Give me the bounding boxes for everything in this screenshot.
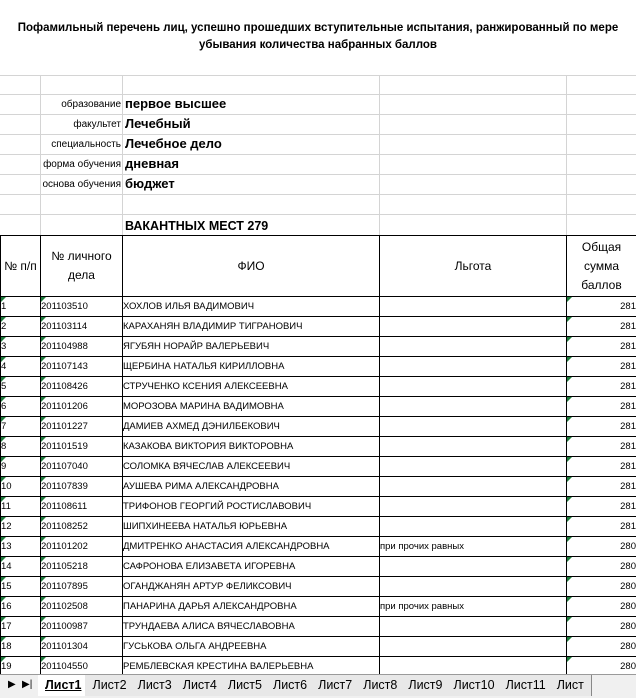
full-name-cell[interactable] [123,297,380,317]
case-number-cell-text: 201101227 [41,421,88,432]
cell-indicator [567,637,572,642]
privilege-cell[interactable] [380,457,567,477]
sheet-tab[interactable]: Лист1 [38,675,89,696]
full-name-cell-text: ТРИФОНОВ ГЕОРГИЙ РОСТИСЛАВОВИЧ [123,501,311,512]
privilege-cell[interactable] [380,557,567,577]
case-number-cell[interactable] [41,377,123,397]
privilege-cell[interactable] [380,477,567,497]
score-cell-text: 280 [620,641,636,652]
row-number-cell[interactable] [1,637,41,657]
cell-indicator [1,377,6,382]
cell-indicator [41,577,46,582]
full-name-cell-text: ДАМИЕВ АХМЕД ДЭНИЛБЕКОВИЧ [123,421,280,432]
row-number-cell[interactable] [1,617,41,637]
cell-indicator [567,617,572,622]
sheet-tab[interactable]: Лист2 [85,675,134,696]
row-number-cell-text: 10 [1,481,12,492]
cell-indicator [41,597,46,602]
info-value: Лечебное дело [125,136,222,151]
score-cell[interactable] [567,397,636,417]
score-cell[interactable] [567,637,636,657]
privilege-cell[interactable] [380,357,567,377]
cell-indicator [41,457,46,462]
cell-indicator [1,537,6,542]
full-name-cell-text: СОЛОМКА ВЯЧЕСЛАВ АЛЕКСЕЕВИЧ [123,461,290,472]
case-number-cell[interactable] [41,637,123,657]
row-number-cell[interactable] [1,297,41,317]
row-number-cell-text: 3 [1,341,6,352]
case-number-cell-text: 201101304 [41,641,88,652]
sheet-tab[interactable]: Лист11 [499,675,554,696]
case-number-cell-text: 201107040 [41,461,88,472]
info-row [0,175,636,195]
full-name-cell-text: САФРОНОВА ЕЛИЗАВЕТА ИГОРЕВНА [123,561,295,572]
case-number-cell-text: 201107143 [41,361,88,372]
info-row [0,95,636,115]
row-number-cell[interactable] [1,597,41,617]
row-number-cell[interactable] [1,317,41,337]
privilege-cell[interactable] [380,317,567,337]
score-cell[interactable] [567,557,636,577]
score-cell-text: 281 [620,401,636,412]
cell-indicator [567,317,572,322]
case-number-cell-text: 201101206 [41,401,88,412]
privilege-cell[interactable] [380,497,567,517]
score-cell-text: 280 [620,601,636,612]
privilege-cell[interactable] [380,397,567,417]
row-number-cell-text: 5 [1,381,6,392]
score-cell-text: 281 [620,481,636,492]
cell-indicator [567,497,572,502]
table-row [1,337,636,357]
privilege-cell[interactable] [380,537,567,557]
full-name-cell[interactable] [123,577,380,597]
empty-row [0,195,636,215]
table-row [1,477,636,497]
cell-indicator [41,377,46,382]
cell-indicator [567,377,572,382]
case-number-cell[interactable] [41,577,123,597]
score-cell-text: 281 [620,381,636,392]
score-cell-text: 281 [620,461,636,472]
case-number-cell-text: 201101519 [41,441,88,452]
full-name-cell[interactable] [123,457,380,477]
privilege-cell[interactable] [380,657,567,675]
cell-indicator [1,577,6,582]
case-number-cell[interactable] [41,457,123,477]
score-cell-text: 281 [620,321,636,332]
full-name-cell[interactable] [123,437,380,457]
privilege-cell[interactable] [380,637,567,657]
cell-indicator [1,657,6,662]
score-cell[interactable] [567,577,636,597]
case-number-cell[interactable] [41,517,123,537]
case-number-cell[interactable] [41,557,123,577]
row-number-cell[interactable] [1,457,41,477]
header-privilege: Льгота [380,236,567,297]
cell-indicator [567,297,572,302]
privilege-cell-text: при прочих равных [380,601,464,612]
cell-indicator [567,417,572,422]
sheet-tab[interactable]: Лист3 [131,675,180,696]
info-row [0,115,636,135]
score-cell[interactable] [567,437,636,457]
case-number-cell[interactable] [41,297,123,317]
score-cell[interactable] [567,377,636,397]
score-cell-text: 281 [620,341,636,352]
score-cell-text: 281 [620,301,636,312]
full-name-cell-text: ЯГУБЯН НОРАЙР ВАЛЕРЬЕВИЧ [123,341,269,352]
cell-indicator [567,457,572,462]
full-name-cell[interactable] [123,317,380,337]
sheet-tab[interactable]: Лист [550,675,592,696]
cell-indicator [41,337,46,342]
full-name-cell-text: ГУСЬКОВА ОЛЬГА АНДРЕЕВНА [123,641,267,652]
case-number-cell-text: 201108426 [41,381,88,392]
score-cell[interactable] [567,657,636,675]
sheet-tab[interactable]: Лист8 [356,675,405,696]
table-row [1,377,636,397]
full-name-cell[interactable] [123,357,380,377]
empty-row [0,75,636,95]
score-cell-text: 280 [620,621,636,632]
info-label: форма обучения [0,159,121,170]
case-number-cell[interactable] [41,617,123,637]
row-number-cell[interactable] [1,397,41,417]
cell-indicator [1,397,6,402]
privilege-cell-text: при прочих равных [380,541,464,552]
info-label: факультет [0,119,121,130]
row-number-cell[interactable] [1,477,41,497]
row-number-cell-text: 18 [1,641,12,652]
row-number-cell[interactable] [1,537,41,557]
privilege-cell[interactable] [380,597,567,617]
info-row [0,135,636,155]
cell-indicator [41,537,46,542]
row-number-cell[interactable] [1,377,41,397]
sheet-title [0,0,636,76]
table-row [1,497,636,517]
full-name-cell-text: АУШЕВА РИМА АЛЕКСАНДРОВНА [123,481,279,492]
grid-line [40,75,41,235]
info-label: специальность [0,139,121,150]
privilege-cell[interactable] [380,377,567,397]
row-number-cell-text: 8 [1,441,6,452]
case-number-cell-text: 201103510 [41,301,88,312]
full-name-cell-text: СТРУЧЕНКО КСЕНИЯ АЛЕКСЕЕВНА [123,381,288,392]
case-number-cell[interactable] [41,597,123,617]
score-cell-text: 281 [620,521,636,532]
full-name-cell[interactable] [123,477,380,497]
case-number-cell[interactable] [41,537,123,557]
cell-indicator [1,417,6,422]
cell-indicator [1,597,6,602]
full-name-cell-text: ХОХЛОВ ИЛЬЯ ВАДИМОВИЧ [123,301,254,312]
table-row [1,617,636,637]
sheet-tab[interactable]: Лист7 [311,675,360,696]
grid-line [379,75,380,235]
row-number-cell[interactable] [1,437,41,457]
cell-indicator [41,297,46,302]
full-name-cell-text: ШИПХИНЕЕВА НАТАЛЬЯ ЮРЬЕВНА [123,521,287,532]
table-row [1,417,636,437]
case-number-cell-text: 201104550 [41,661,88,672]
cell-indicator [567,337,572,342]
score-cell-text: 280 [620,541,636,552]
row-number-cell-text: 7 [1,421,6,432]
scroll-first-tab-button[interactable]: ▶ [8,679,16,690]
sheet-tabs [38,675,588,698]
row-number-cell[interactable] [1,357,41,377]
full-name-cell-text: ТРУНДАЕВА АЛИСА ВЯЧЕСЛАВОВНА [123,621,295,632]
cell-indicator [1,457,6,462]
row-number-cell-text: 9 [1,461,6,472]
full-name-cell-text: КАЗАКОВА ВИКТОРИЯ ВИКТОРОВНА [123,441,293,452]
cell-indicator [567,357,572,362]
score-cell-text: 281 [620,421,636,432]
row-number-cell-text: 13 [1,541,12,552]
cell-indicator [41,477,46,482]
cell-indicator [567,657,572,662]
row-number-cell-text: 17 [1,621,12,632]
sheet-tab[interactable]: Лист10 [446,675,502,696]
table-row [1,597,636,617]
row-number-cell-text: 15 [1,581,12,592]
score-cell[interactable] [567,337,636,357]
row-number-cell[interactable] [1,517,41,537]
table-row [1,537,636,557]
full-name-cell-text: РЕМБЛЕВСКАЯ КРЕСТИНА ВАЛЕРЬЕВНА [123,661,313,672]
info-value: бюджет [125,176,175,191]
table-header-row [1,236,636,297]
cell-indicator [1,557,6,562]
table-row [1,297,636,317]
table-row [1,437,636,457]
case-number-cell[interactable] [41,437,123,457]
header-score: Общая сумма баллов [567,236,636,297]
case-number-cell[interactable] [41,357,123,377]
sheet-tab[interactable]: Лист5 [221,675,270,696]
cell-indicator [567,557,572,562]
cell-indicator [1,477,6,482]
header-id: № личного дела [41,236,123,297]
info-value: Лечебный [125,116,191,131]
score-cell[interactable] [567,417,636,437]
grid-line [122,75,123,235]
table-row [1,397,636,417]
row-number-cell-text: 4 [1,361,6,372]
cell-indicator [567,397,572,402]
score-cell-text: 280 [620,661,636,672]
score-cell[interactable] [567,517,636,537]
row-number-cell[interactable] [1,577,41,597]
score-cell[interactable] [567,317,636,337]
table-row [1,557,636,577]
row-number-cell-text: 12 [1,521,12,532]
cell-indicator [567,477,572,482]
privilege-cell[interactable] [380,297,567,317]
full-name-cell[interactable] [123,617,380,637]
table-row [1,317,636,337]
case-number-cell[interactable] [41,477,123,497]
case-number-cell-text: 201108252 [41,521,88,532]
case-number-cell[interactable] [41,337,123,357]
cell-indicator [1,297,6,302]
cell-indicator [41,517,46,522]
case-number-cell-text: 201101202 [41,541,88,552]
full-name-cell[interactable] [123,397,380,417]
table-row [1,357,636,377]
score-cell[interactable] [567,597,636,617]
full-name-cell[interactable] [123,517,380,537]
row-number-cell[interactable] [1,557,41,577]
row-number-cell[interactable] [1,337,41,357]
cell-indicator [1,517,6,522]
row-number-cell[interactable] [1,497,41,517]
score-cell[interactable] [567,497,636,517]
cell-indicator [1,637,6,642]
full-name-cell-text: ДМИТРЕНКО АНАСТАСИЯ АЛЕКСАНДРОВНА [123,541,330,552]
cell-indicator [41,557,46,562]
case-number-cell[interactable] [41,397,123,417]
score-cell-text: 280 [620,581,636,592]
full-name-cell-text: МОРОЗОВА МАРИНА ВАДИМОВНА [123,401,284,412]
sheet-tab[interactable]: Лист6 [266,675,315,696]
row-number-cell-text: 6 [1,401,6,412]
privilege-cell[interactable] [380,517,567,537]
info-row [0,155,636,175]
cell-indicator [1,617,6,622]
info-value: дневная [125,156,179,171]
score-cell-text: 281 [620,361,636,372]
scroll-last-tab-button[interactable]: ▶| [22,679,32,690]
score-cell[interactable] [567,617,636,637]
cell-indicator [41,357,46,362]
row-number-cell-text: 1 [1,301,6,312]
cell-indicator [41,497,46,502]
cell-indicator [1,357,6,362]
full-name-cell[interactable] [123,497,380,517]
full-name-cell[interactable] [123,537,380,557]
privilege-cell[interactable] [380,577,567,597]
cell-indicator [41,397,46,402]
header-fio: ФИО [123,236,380,297]
sheet-tab[interactable]: Лист4 [176,675,225,696]
info-value: первое высшее [125,96,226,111]
row-number-cell[interactable] [1,417,41,437]
table-row [1,457,636,477]
case-number-cell[interactable] [41,417,123,437]
full-name-cell-text: КАРАХАНЯН ВЛАДИМИР ТИГРАНОВИЧ [123,321,302,332]
privilege-cell[interactable] [380,337,567,357]
case-number-cell-text: 201102508 [41,601,88,612]
table-row [1,517,636,537]
full-name-cell[interactable] [123,657,380,675]
grid-line [566,75,567,235]
case-number-cell-text: 201100987 [41,621,88,632]
header-num: № п/п [1,236,41,297]
privilege-cell[interactable] [380,617,567,637]
full-name-cell[interactable] [123,557,380,577]
case-number-cell-text: 201103114 [41,321,87,332]
full-name-cell[interactable] [123,377,380,397]
cell-indicator [567,517,572,522]
cell-indicator [567,597,572,602]
cell-indicator [567,437,572,442]
row-number-cell-text: 11 [1,501,11,512]
full-name-cell[interactable] [123,637,380,657]
row-number-cell-text: 14 [1,561,12,572]
row-number-cell-text: 16 [1,601,12,612]
full-name-cell-text: ЩЕРБИНА НАТАЛЬЯ КИРИЛЛОВНА [123,361,284,372]
cell-indicator [41,317,46,322]
cell-indicator [1,437,6,442]
cell-indicator [41,617,46,622]
row-number-cell-text: 2 [1,321,6,332]
full-name-cell[interactable] [123,597,380,617]
case-number-cell[interactable] [41,657,123,675]
case-number-cell-text: 201105218 [41,561,88,572]
row-number-cell[interactable] [1,657,41,675]
case-number-cell-text: 201107895 [41,581,88,592]
case-number-cell-text: 201104988 [41,341,88,352]
info-label: основа обучения [0,179,121,190]
privilege-cell[interactable] [380,417,567,437]
table-row [1,637,636,657]
full-name-cell-text: ОГАНДЖАНЯН АРТУР ФЕЛИКСОВИЧ [123,581,292,592]
cell-indicator [41,417,46,422]
cell-indicator [41,637,46,642]
case-number-cell-text: 201108611 [41,501,87,512]
cell-indicator [1,337,6,342]
cell-indicator [567,537,572,542]
full-name-cell-text: ПАНАРИНА ДАРЬЯ АЛЕКСАНДРОВНА [123,601,297,612]
case-number-cell[interactable] [41,497,123,517]
sheet-tab[interactable]: Лист9 [401,675,450,696]
cell-indicator [41,437,46,442]
applicants-table [0,235,636,674]
score-cell-text: 281 [620,441,636,452]
score-cell-text: 280 [620,561,636,572]
score-cell[interactable] [567,297,636,317]
score-cell[interactable] [567,537,636,557]
full-name-cell[interactable] [123,417,380,437]
title-text: Пофамильный перечень лиц, успешно прошедших вступительные испытания, ранжированный по мере убывания количества набранных баллов [10,20,626,54]
info-label: образование [0,99,121,110]
cell-indicator [41,657,46,662]
score-cell[interactable] [567,477,636,497]
cell-indicator [1,317,6,322]
cell-indicator [567,577,572,582]
privilege-cell[interactable] [380,437,567,457]
case-number-cell[interactable] [41,317,123,337]
row-number-cell-text: 19 [1,661,12,672]
score-cell[interactable] [567,357,636,377]
cell-indicator [1,497,6,502]
vacancies-label: ВАКАНТНЫХ МЕСТ 279 [125,219,268,233]
table-row [1,577,636,597]
table-row [1,657,636,675]
score-cell-text: 281 [620,501,636,512]
sheet-tab-bar [0,674,636,698]
score-cell[interactable] [567,457,636,477]
case-number-cell-text: 201107839 [41,481,88,492]
full-name-cell[interactable] [123,337,380,357]
